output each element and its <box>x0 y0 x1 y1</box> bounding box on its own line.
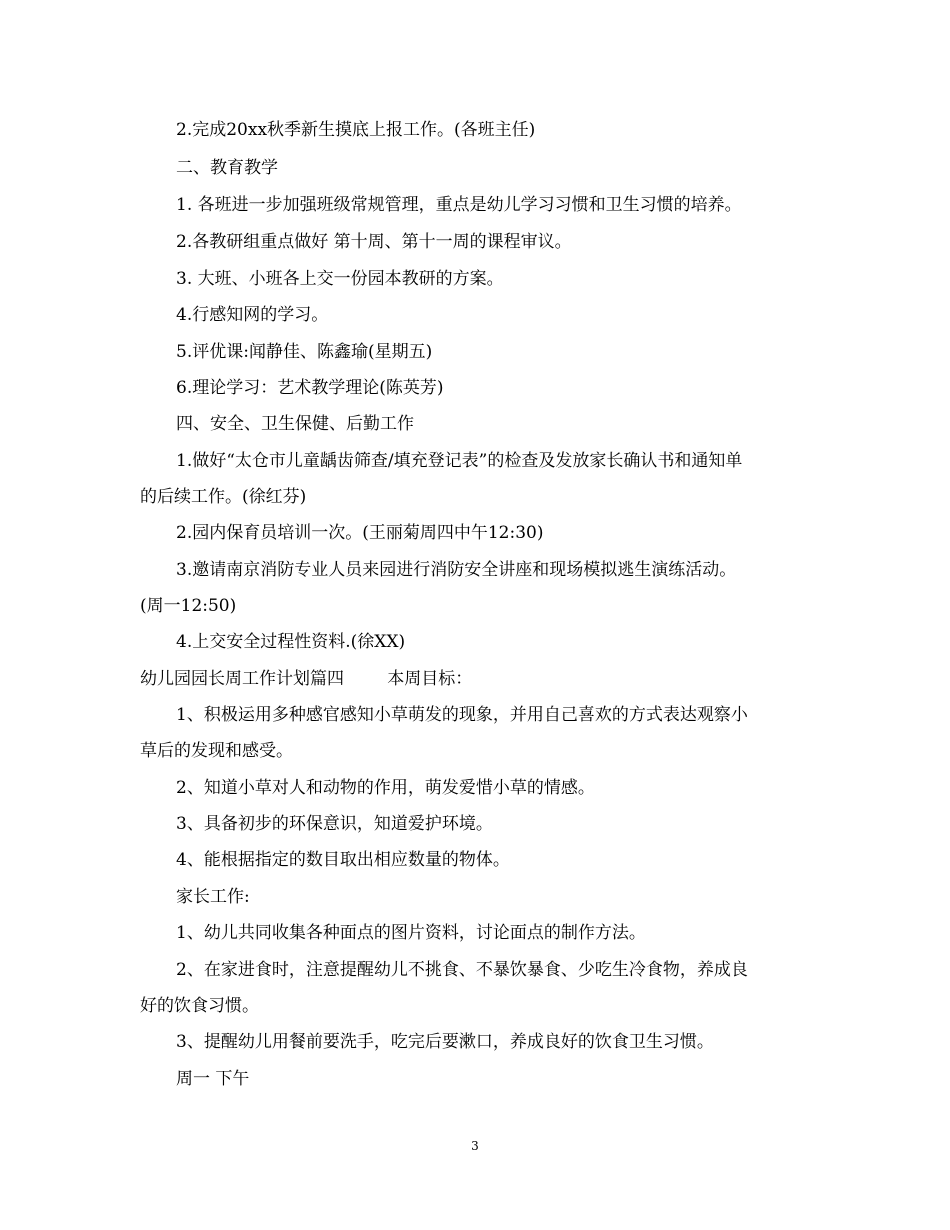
paragraph-line: 3.邀请南京消防专业人员来园进行消防安全讲座和现场模拟逃生演练活动。 <box>176 560 737 580</box>
paragraph-line: 4、能根据指定的数目取出相应数量的物体。 <box>176 850 510 870</box>
paragraph-line: 6.理论学习：艺术教学理论(陈英芳) <box>176 378 444 398</box>
paragraph-line: 2.完成20xx秋季新生摸底上报工作。(各班主任) <box>176 120 536 140</box>
section-heading: 二、教育教学 <box>176 158 278 178</box>
paragraph-line: 1.做好“太仓市儿童龋齿筛查/填充登记表”的检查及发放家长确认书和通知单 <box>176 451 743 471</box>
paragraph-line: 好的饮食习惯。 <box>140 996 259 1016</box>
paragraph-line: 2.园内保育员培训一次。(王丽菊周四中午12:30) <box>176 523 544 543</box>
paragraph-line: 1. 各班进一步加强班级常规管理，重点是幼儿学习习惯和卫生习惯的培养。 <box>176 195 742 215</box>
paragraph-line: (周一12:50) <box>140 596 237 616</box>
paragraph-line: 5.评优课:闻静佳、陈鑫瑜(星期五) <box>176 342 433 362</box>
page-number: 3 <box>471 1139 479 1153</box>
paragraph-line: 草后的发现和感受。 <box>140 741 293 761</box>
paragraph-line: 2、在家进食时，注意提醒幼儿不挑食、不暴饮暴食、少吃生冷食物，养成良 <box>176 960 748 980</box>
paragraph-line: 2、知道小草对人和动物的作用，萌发爱惜小草的情感。 <box>176 778 595 798</box>
section-heading: 周一 下午 <box>176 1069 250 1089</box>
paragraph-line: 3、具备初步的环保意识，知道爱护环境。 <box>176 814 493 834</box>
paragraph-line: 的后续工作。(徐红芬) <box>140 487 307 507</box>
paragraph-line: 3. 大班、小班各上交一份园本教研的方案。 <box>176 269 504 289</box>
section-heading: 家长工作: <box>176 887 250 907</box>
paragraph-line: 3、提醒幼儿用餐前要洗手，吃完后要漱口，养成良好的饮食卫生习惯。 <box>176 1032 714 1052</box>
paragraph-line: 1、积极运用多种感官感知小草萌发的现象，并用自己喜欢的方式表达观察小 <box>176 705 748 725</box>
paragraph-line: 1、幼儿共同收集各种面点的图片资料，讨论面点的制作方法。 <box>176 923 646 943</box>
paragraph-line: 2.各教研组重点做好 第十周、第十一周的课程审议。 <box>176 232 572 252</box>
paragraph-line: 4.行感知网的学习。 <box>176 305 329 325</box>
section-heading: 四、安全、卫生保健、后勤工作 <box>176 414 414 434</box>
section-heading: 幼儿园园长周工作计划篇四 本周目标： <box>140 669 473 689</box>
paragraph-line: 4.上交安全过程性资料.(徐XX) <box>176 632 406 652</box>
